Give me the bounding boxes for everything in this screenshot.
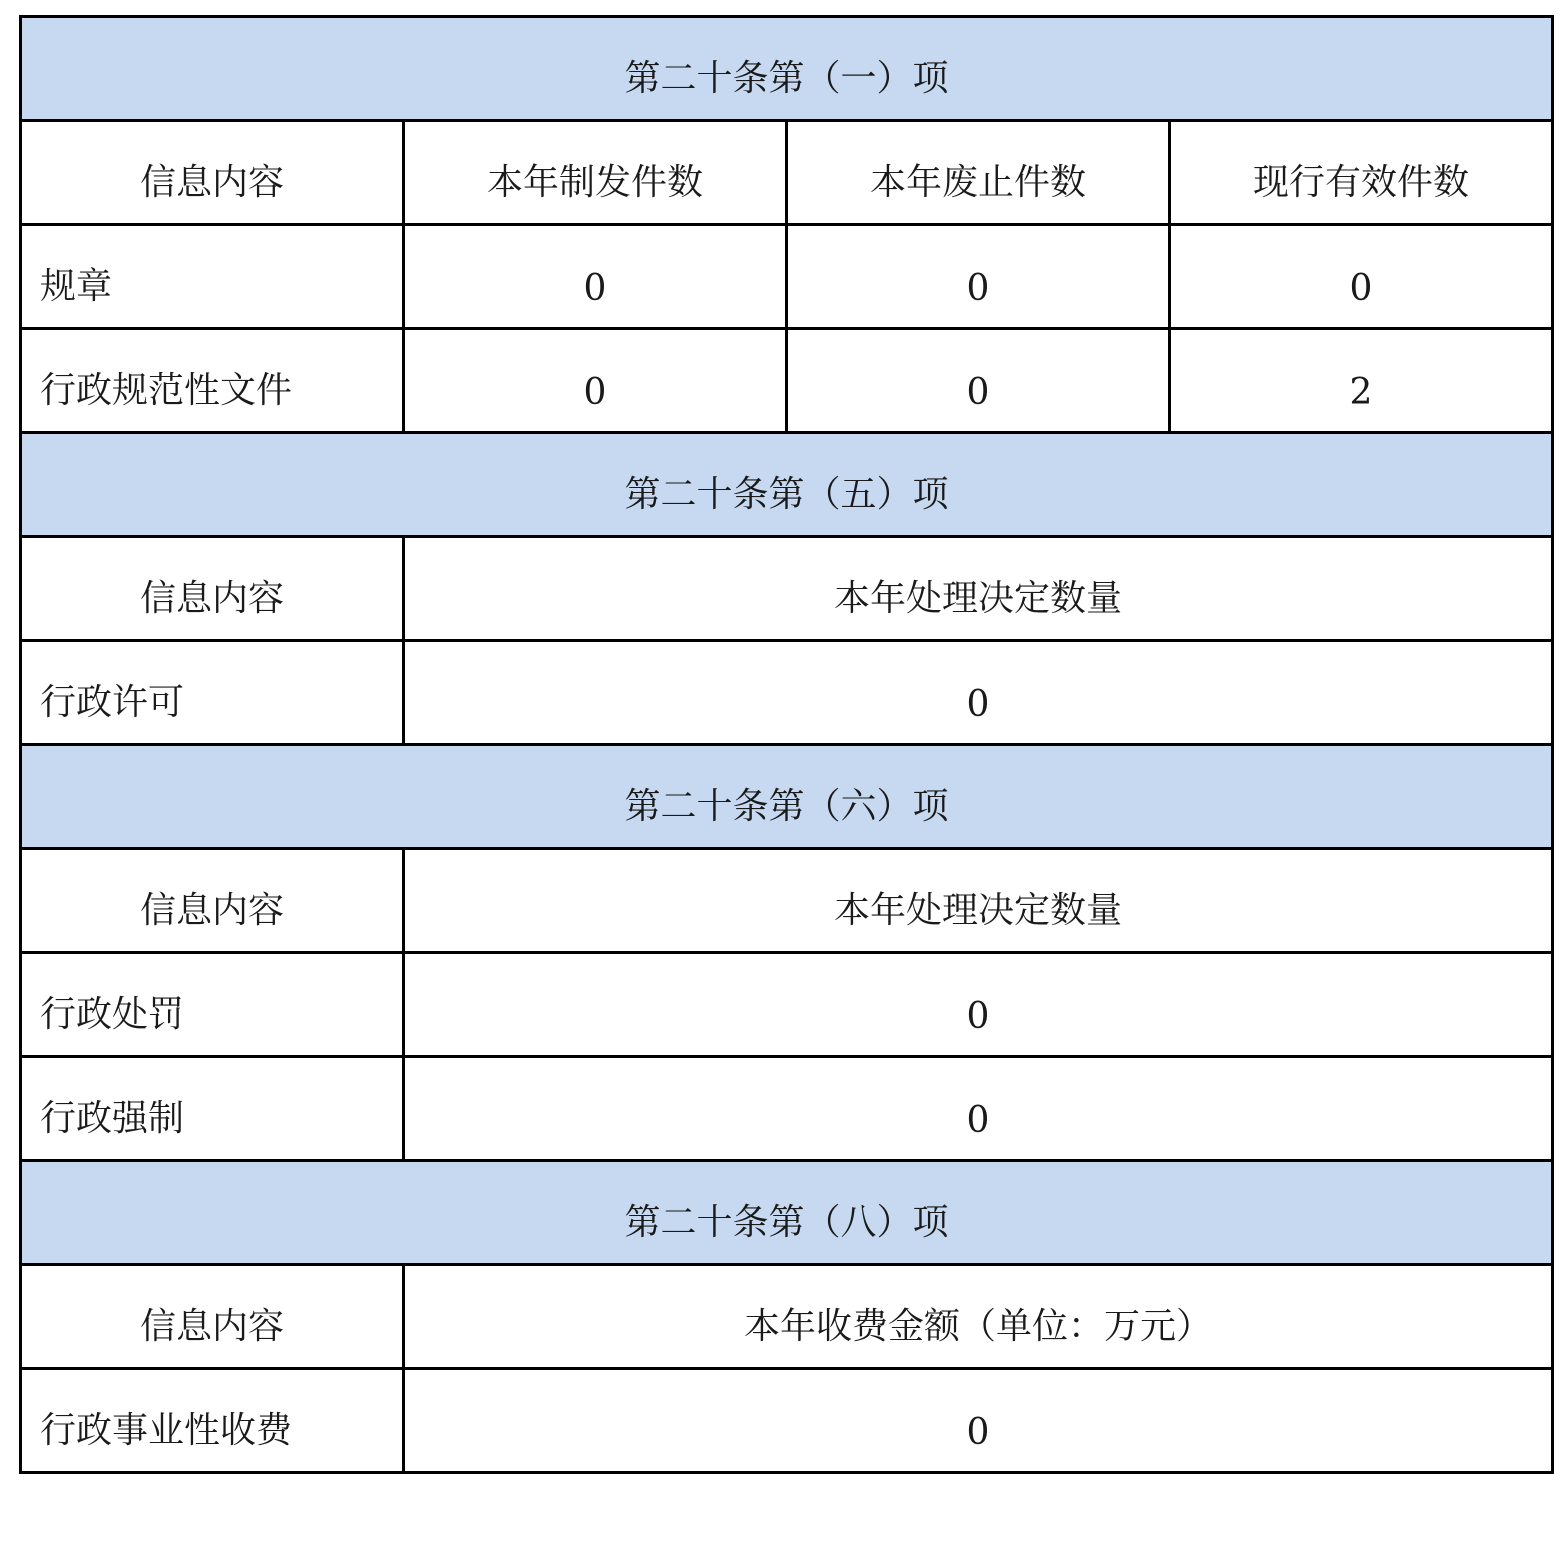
section-header-row — [21, 1161, 1553, 1265]
table-row — [21, 225, 1553, 329]
cell-value: 0 — [787, 329, 1170, 433]
section-header-row — [21, 745, 1553, 849]
table-row — [21, 1369, 1553, 1473]
header-valid-count: 现行有效件数 — [1170, 121, 1553, 225]
row-label: 行政事业性收费 — [21, 1369, 404, 1473]
row-label: 行政规范性文件 — [21, 329, 404, 433]
section-header-row — [21, 433, 1553, 537]
cell-value: 0 — [404, 953, 1553, 1057]
section-title: 第二十条第（五）项 — [21, 433, 1553, 537]
header-info-content: 信息内容 — [21, 537, 404, 641]
column-header-row — [21, 849, 1553, 953]
column-header-row — [21, 537, 1553, 641]
column-header-row — [21, 1265, 1553, 1369]
row-label: 行政许可 — [21, 641, 404, 745]
header-decision-count: 本年处理决定数量 — [404, 849, 1553, 953]
table-row — [21, 953, 1553, 1057]
column-header-row — [21, 121, 1553, 225]
header-fee-amount: 本年收费金额（单位：万元） — [404, 1265, 1553, 1369]
row-label: 规章 — [21, 225, 404, 329]
table-row — [21, 1057, 1553, 1161]
table-row — [21, 329, 1553, 433]
section-header-row — [21, 17, 1553, 121]
header-decision-count: 本年处理决定数量 — [404, 537, 1553, 641]
cell-value: 0 — [404, 225, 787, 329]
header-info-content: 信息内容 — [21, 1265, 404, 1369]
cell-value: 0 — [404, 1057, 1553, 1161]
header-issued-count: 本年制发件数 — [404, 121, 787, 225]
cell-value: 0 — [404, 1369, 1553, 1473]
table-row — [21, 641, 1553, 745]
cell-value: 0 — [787, 225, 1170, 329]
header-info-content: 信息内容 — [21, 849, 404, 953]
cell-value: 0 — [404, 641, 1553, 745]
header-repealed-count: 本年废止件数 — [787, 121, 1170, 225]
row-label: 行政处罚 — [21, 953, 404, 1057]
cell-value: 2 — [1170, 329, 1553, 433]
disclosure-table — [19, 15, 1554, 1474]
cell-value: 0 — [404, 329, 787, 433]
section-title: 第二十条第（八）项 — [21, 1161, 1553, 1265]
section-title: 第二十条第（一）项 — [21, 17, 1553, 121]
header-info-content: 信息内容 — [21, 121, 404, 225]
cell-value: 0 — [1170, 225, 1553, 329]
section-title: 第二十条第（六）项 — [21, 745, 1553, 849]
row-label: 行政强制 — [21, 1057, 404, 1161]
